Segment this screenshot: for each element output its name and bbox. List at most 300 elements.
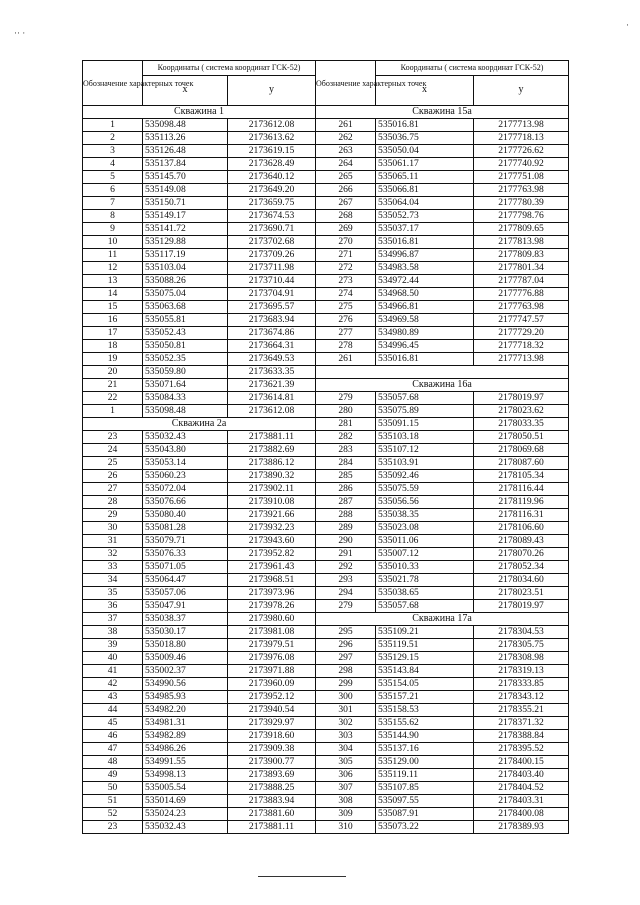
x-coordinate: 535060.23: [143, 470, 228, 483]
y-coordinate: 2173943.60: [228, 535, 316, 548]
y-coordinate: 2173614.81: [228, 392, 316, 405]
y-coordinate: 2177718.13: [474, 132, 569, 145]
x-coordinate: 535107.12: [376, 444, 474, 457]
coordinates-table: [82, 60, 569, 834]
point-number: 20: [83, 366, 143, 379]
section-title: Скважина 1: [83, 106, 316, 119]
y-coordinate: 2177726.62: [474, 145, 569, 158]
point-number: 13: [83, 275, 143, 288]
x-coordinate: 535007.12: [376, 548, 474, 561]
y-coordinate: 2177780.39: [474, 197, 569, 210]
point-number: 22: [83, 392, 143, 405]
point-number: 269: [316, 223, 376, 236]
point-number: 297: [316, 652, 376, 665]
point-number: 23: [83, 821, 143, 834]
x-coordinate: 535158.53: [376, 704, 474, 717]
table-row: [83, 561, 569, 574]
x-coordinate: 535137.84: [143, 158, 228, 171]
table-row: [83, 535, 569, 548]
table-row: [83, 691, 569, 704]
y-coordinate: 2178116.31: [474, 509, 569, 522]
table-row: [83, 756, 569, 769]
table-row: [83, 769, 569, 782]
y-coordinate: 2173961.43: [228, 561, 316, 574]
x-coordinate: 535002.37: [143, 665, 228, 678]
y-coordinate: 2173893.69: [228, 769, 316, 782]
table-row: [83, 600, 569, 613]
y-coordinate: 2178404.52: [474, 782, 569, 795]
y-coordinate: 2173633.35: [228, 366, 316, 379]
point-number: 270: [316, 236, 376, 249]
table-row: [83, 613, 569, 626]
point-number: 7: [83, 197, 143, 210]
y-coordinate: 2173910.08: [228, 496, 316, 509]
x-coordinate: 535129.15: [376, 652, 474, 665]
y-coordinate: 2173709.26: [228, 249, 316, 262]
x-coordinate: 535088.26: [143, 275, 228, 288]
point-number: 11: [83, 249, 143, 262]
x-coordinate: 535155.62: [376, 717, 474, 730]
point-number: 264: [316, 158, 376, 171]
point-number: 50: [83, 782, 143, 795]
y-coordinate: 2173976.08: [228, 652, 316, 665]
point-number: 3: [83, 145, 143, 158]
x-coordinate: 535065.11: [376, 171, 474, 184]
y-coordinate: 2177787.04: [474, 275, 569, 288]
y-coordinate: 2177776.88: [474, 288, 569, 301]
point-number: 305: [316, 756, 376, 769]
x-coordinate: 535137.16: [376, 743, 474, 756]
x-coordinate: 534982.20: [143, 704, 228, 717]
table-row: [83, 340, 569, 353]
blank-row: [316, 366, 569, 379]
y-coordinate: 2173711.98: [228, 262, 316, 275]
y-coordinate: 2173664.31: [228, 340, 316, 353]
point-number: 310: [316, 821, 376, 834]
point-number: 38: [83, 626, 143, 639]
table-row: [83, 314, 569, 327]
x-coordinate: 535021.78: [376, 574, 474, 587]
point-number: 30: [83, 522, 143, 535]
y-coordinate: 2173952.82: [228, 548, 316, 561]
table-row: [83, 145, 569, 158]
x-coordinate: 535038.65: [376, 587, 474, 600]
x-coordinate: 535154.05: [376, 678, 474, 691]
y-coordinate: 2178355.21: [474, 704, 569, 717]
point-number: 275: [316, 301, 376, 314]
table-row: [83, 444, 569, 457]
y-coordinate: 2178105.34: [474, 470, 569, 483]
section-title: Скважина 16а: [316, 379, 569, 392]
point-number: 43: [83, 691, 143, 704]
y-coordinate: 2173674.86: [228, 327, 316, 340]
x-coordinate: 535047.91: [143, 600, 228, 613]
designation-header-right: Обозначение характерных точек: [316, 61, 376, 106]
point-number: 282: [316, 431, 376, 444]
x-coordinate: 535005.54: [143, 782, 228, 795]
x-coordinate: 535057.68: [376, 392, 474, 405]
point-number: 271: [316, 249, 376, 262]
y-coordinate: 2178052.34: [474, 561, 569, 574]
y-header-right: y: [474, 75, 569, 105]
table-row: [83, 379, 569, 392]
y-coordinate: 2178019.97: [474, 600, 569, 613]
table-row: [83, 301, 569, 314]
y-coordinate: 2173981.08: [228, 626, 316, 639]
y-coordinate: 2173890.32: [228, 470, 316, 483]
point-number: 290: [316, 535, 376, 548]
point-number: 15: [83, 301, 143, 314]
coords-header-right: Координаты ( система координат ГСК-52): [376, 61, 569, 76]
table-row: [83, 795, 569, 808]
y-coordinate: 2178343.12: [474, 691, 569, 704]
point-number: 292: [316, 561, 376, 574]
y-coordinate: 2178023.51: [474, 587, 569, 600]
table-row: [83, 782, 569, 795]
x-coordinate: 535014.69: [143, 795, 228, 808]
y-coordinate: 2173628.49: [228, 158, 316, 171]
point-number: 28: [83, 496, 143, 509]
x-coordinate: 535117.19: [143, 249, 228, 262]
y-coordinate: 2178023.62: [474, 405, 569, 418]
y-coordinate: 2173674.53: [228, 210, 316, 223]
x-coordinate: 535036.75: [376, 132, 474, 145]
y-coordinate: 2177713.98: [474, 353, 569, 366]
y-coordinate: 2173980.60: [228, 613, 316, 626]
point-number: 1: [83, 405, 143, 418]
point-number: 35: [83, 587, 143, 600]
point-number: 4: [83, 158, 143, 171]
coords-header-left: Координаты ( система координат ГСК-52): [143, 61, 316, 76]
section-title: Скважина 17а: [316, 613, 569, 626]
table-row: [83, 457, 569, 470]
table-row: [83, 275, 569, 288]
x-coordinate: 535052.35: [143, 353, 228, 366]
x-coordinate: 535107.85: [376, 782, 474, 795]
y-coordinate: 2178333.85: [474, 678, 569, 691]
y-coordinate: 2177713.98: [474, 119, 569, 132]
y-coordinate: 2178400.08: [474, 808, 569, 821]
table-row: [83, 210, 569, 223]
y-coordinate: 2177751.08: [474, 171, 569, 184]
point-number: 51: [83, 795, 143, 808]
x-coordinate: 535010.33: [376, 561, 474, 574]
x-coordinate: 535030.17: [143, 626, 228, 639]
x-coordinate: 535055.81: [143, 314, 228, 327]
x-coordinate: 535023.08: [376, 522, 474, 535]
x-coordinate: 535109.21: [376, 626, 474, 639]
y-header-left: y: [228, 75, 316, 105]
y-coordinate: 2173968.51: [228, 574, 316, 587]
x-coordinate: 535087.91: [376, 808, 474, 821]
table-row: [83, 808, 569, 821]
point-number: 272: [316, 262, 376, 275]
point-number: 302: [316, 717, 376, 730]
y-coordinate: 2178389.93: [474, 821, 569, 834]
table-row: [83, 509, 569, 522]
x-coordinate: 535056.56: [376, 496, 474, 509]
point-number: 48: [83, 756, 143, 769]
point-number: 304: [316, 743, 376, 756]
point-number: 10: [83, 236, 143, 249]
x-coordinate: 535066.81: [376, 184, 474, 197]
x-coordinate: 535079.71: [143, 535, 228, 548]
point-number: 295: [316, 626, 376, 639]
point-number: 279: [316, 600, 376, 613]
point-number: 29: [83, 509, 143, 522]
y-coordinate: 2178388.84: [474, 730, 569, 743]
table-row: [83, 262, 569, 275]
point-number: 19: [83, 353, 143, 366]
x-coordinate: 535064.04: [376, 197, 474, 210]
table-row: [83, 132, 569, 145]
y-coordinate: 2173940.54: [228, 704, 316, 717]
point-number: 273: [316, 275, 376, 288]
x-coordinate: 535076.66: [143, 496, 228, 509]
x-coordinate: 535141.72: [143, 223, 228, 236]
point-number: 288: [316, 509, 376, 522]
x-coordinate: 535073.22: [376, 821, 474, 834]
point-number: 263: [316, 145, 376, 158]
x-coordinate: 534996.87: [376, 249, 474, 262]
table-row: [83, 106, 569, 119]
point-number: 300: [316, 691, 376, 704]
point-number: 17: [83, 327, 143, 340]
x-coordinate: 535071.64: [143, 379, 228, 392]
table-row: [83, 119, 569, 132]
y-coordinate: 2173649.20: [228, 184, 316, 197]
x-coordinate: 534996.45: [376, 340, 474, 353]
y-coordinate: 2177798.76: [474, 210, 569, 223]
x-coordinate: 535126.48: [143, 145, 228, 158]
x-coordinate: 535129.00: [376, 756, 474, 769]
x-coordinate: 534990.56: [143, 678, 228, 691]
y-coordinate: 2177763.98: [474, 301, 569, 314]
point-number: 31: [83, 535, 143, 548]
point-number: 307: [316, 782, 376, 795]
x-coordinate: 535149.17: [143, 210, 228, 223]
table-row: [83, 678, 569, 691]
table-row: [83, 197, 569, 210]
table-row: [83, 639, 569, 652]
table-row: [83, 574, 569, 587]
x-coordinate: 534986.26: [143, 743, 228, 756]
x-coordinate: 535080.40: [143, 509, 228, 522]
y-coordinate: 2178033.35: [474, 418, 569, 431]
y-coordinate: 2173929.97: [228, 717, 316, 730]
x-coordinate: 534968.50: [376, 288, 474, 301]
y-coordinate: 2178403.40: [474, 769, 569, 782]
x-coordinate: 535016.81: [376, 119, 474, 132]
point-number: 276: [316, 314, 376, 327]
y-coordinate: 2178119.96: [474, 496, 569, 509]
y-coordinate: 2177813.98: [474, 236, 569, 249]
point-number: 23: [83, 431, 143, 444]
y-coordinate: 2173909.38: [228, 743, 316, 756]
x-coordinate: 535150.71: [143, 197, 228, 210]
y-coordinate: 2173659.75: [228, 197, 316, 210]
table-row: [83, 288, 569, 301]
y-coordinate: 2173900.77: [228, 756, 316, 769]
table-row: [83, 522, 569, 535]
x-coordinate: 535072.04: [143, 483, 228, 496]
x-coordinate: 535113.26: [143, 132, 228, 145]
x-coordinate: 535075.89: [376, 405, 474, 418]
y-coordinate: 2178070.26: [474, 548, 569, 561]
point-number: 33: [83, 561, 143, 574]
point-number: 42: [83, 678, 143, 691]
point-number: 274: [316, 288, 376, 301]
point-number: 37: [83, 613, 143, 626]
y-coordinate: 2173973.96: [228, 587, 316, 600]
x-coordinate: 535091.15: [376, 418, 474, 431]
point-number: 284: [316, 457, 376, 470]
table-row: [83, 327, 569, 340]
y-coordinate: 2173979.51: [228, 639, 316, 652]
y-coordinate: 2173704.91: [228, 288, 316, 301]
point-number: 277: [316, 327, 376, 340]
x-coordinate: 535098.48: [143, 119, 228, 132]
y-coordinate: 2173883.94: [228, 795, 316, 808]
y-coordinate: 2173902.11: [228, 483, 316, 496]
x-coordinate: 534969.58: [376, 314, 474, 327]
y-coordinate: 2173612.08: [228, 405, 316, 418]
table-row: [83, 236, 569, 249]
y-coordinate: 2173619.15: [228, 145, 316, 158]
y-coordinate: 2178319.13: [474, 665, 569, 678]
y-coordinate: 2173971.88: [228, 665, 316, 678]
x-coordinate: 535064.47: [143, 574, 228, 587]
point-number: 14: [83, 288, 143, 301]
section-title: Скважина 15а: [316, 106, 569, 119]
x-coordinate: 535009.46: [143, 652, 228, 665]
table-row: [83, 743, 569, 756]
point-number: 265: [316, 171, 376, 184]
y-coordinate: 2177809.83: [474, 249, 569, 262]
y-coordinate: 2173702.68: [228, 236, 316, 249]
x-coordinate: 534985.93: [143, 691, 228, 704]
y-coordinate: 2177740.92: [474, 158, 569, 171]
x-coordinate: 534998.13: [143, 769, 228, 782]
x-coordinate: 534972.44: [376, 275, 474, 288]
y-coordinate: 2173690.71: [228, 223, 316, 236]
table-row: [83, 249, 569, 262]
y-coordinate: 2177718.32: [474, 340, 569, 353]
y-coordinate: 2173695.57: [228, 301, 316, 314]
point-number: 281: [316, 418, 376, 431]
x-coordinate: 535043.80: [143, 444, 228, 457]
x-coordinate: 535119.11: [376, 769, 474, 782]
y-coordinate: 2173683.94: [228, 314, 316, 327]
y-coordinate: 2173960.09: [228, 678, 316, 691]
x-coordinate: 535143.84: [376, 665, 474, 678]
y-coordinate: 2173621.39: [228, 379, 316, 392]
y-coordinate: 2173649.53: [228, 353, 316, 366]
table-row: [83, 717, 569, 730]
table-row: [83, 171, 569, 184]
x-coordinate: 535018.80: [143, 639, 228, 652]
point-number: 268: [316, 210, 376, 223]
point-number: 298: [316, 665, 376, 678]
table-row: [83, 652, 569, 665]
table-row: [83, 405, 569, 418]
y-coordinate: 2178069.68: [474, 444, 569, 457]
point-number: 44: [83, 704, 143, 717]
x-coordinate: 535061.17: [376, 158, 474, 171]
point-number: 45: [83, 717, 143, 730]
point-number: 16: [83, 314, 143, 327]
point-number: 24: [83, 444, 143, 457]
x-coordinate: 534981.31: [143, 717, 228, 730]
table-row: [83, 730, 569, 743]
y-coordinate: 2177801.34: [474, 262, 569, 275]
corner-marks-top-left: ·· ·: [14, 28, 26, 38]
table-body: [83, 106, 569, 834]
x-coordinate: 535016.81: [376, 236, 474, 249]
point-number: 287: [316, 496, 376, 509]
point-number: 6: [83, 184, 143, 197]
point-number: 261: [316, 119, 376, 132]
x-coordinate: 534983.58: [376, 262, 474, 275]
y-coordinate: 2178034.60: [474, 574, 569, 587]
x-coordinate: 535024.23: [143, 808, 228, 821]
table-row: [83, 184, 569, 197]
x-coordinate: 535050.04: [376, 145, 474, 158]
point-number: 18: [83, 340, 143, 353]
point-number: 291: [316, 548, 376, 561]
y-coordinate: 2178308.98: [474, 652, 569, 665]
y-coordinate: 2178395.52: [474, 743, 569, 756]
y-coordinate: 2173918.60: [228, 730, 316, 743]
point-number: 306: [316, 769, 376, 782]
y-coordinate: 2178304.53: [474, 626, 569, 639]
point-number: 25: [83, 457, 143, 470]
y-coordinate: 2178116.44: [474, 483, 569, 496]
x-coordinate: 535057.68: [376, 600, 474, 613]
y-coordinate: 2173881.11: [228, 431, 316, 444]
table-row: [83, 470, 569, 483]
point-number: 294: [316, 587, 376, 600]
y-coordinate: 2173932.23: [228, 522, 316, 535]
point-number: 289: [316, 522, 376, 535]
point-number: 293: [316, 574, 376, 587]
y-coordinate: 2178106.60: [474, 522, 569, 535]
table-row: [83, 418, 569, 431]
point-number: 9: [83, 223, 143, 236]
x-coordinate: 535097.55: [376, 795, 474, 808]
point-number: 52: [83, 808, 143, 821]
x-coordinate: 535038.35: [376, 509, 474, 522]
y-coordinate: 2173978.26: [228, 600, 316, 613]
x-coordinate: 535032.43: [143, 431, 228, 444]
point-number: 309: [316, 808, 376, 821]
x-coordinate: 534980.89: [376, 327, 474, 340]
y-coordinate: 2173881.11: [228, 821, 316, 834]
x-coordinate: 534966.81: [376, 301, 474, 314]
point-number: 47: [83, 743, 143, 756]
point-number: 12: [83, 262, 143, 275]
point-number: 8: [83, 210, 143, 223]
x-coordinate: 535129.88: [143, 236, 228, 249]
point-number: 39: [83, 639, 143, 652]
point-number: 267: [316, 197, 376, 210]
section-title: Скважина 2а: [83, 418, 316, 431]
y-coordinate: 2178087.60: [474, 457, 569, 470]
point-number: 261: [316, 353, 376, 366]
x-coordinate: 535098.48: [143, 405, 228, 418]
point-number: 262: [316, 132, 376, 145]
x-coordinate: 535092.46: [376, 470, 474, 483]
